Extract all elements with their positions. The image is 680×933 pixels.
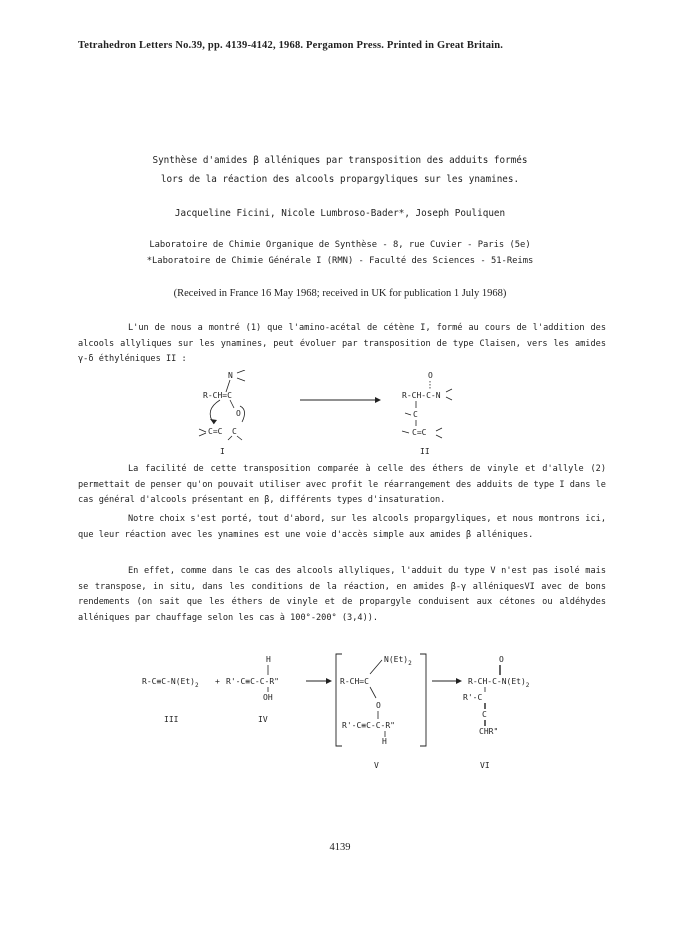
scheme2-IV-formula: R'-C≡C-C-R" bbox=[226, 677, 279, 686]
scheme2-label-V: V bbox=[374, 761, 379, 770]
authors: Jacqueline Ficini, Nicole Lumbroso-Bader*, Joseph Pouliquen bbox=[174, 208, 506, 219]
paper-title-line-2: lors de la réaction des alcools propargyliques sur les ynamines. bbox=[160, 174, 520, 185]
scheme2-label-VI: VI bbox=[480, 761, 490, 770]
affiliation-2: *Laboratoire de Chimie Générale I (RMN) - Faculté des Sciences - 51-Reims bbox=[146, 256, 534, 266]
scheme1-left-c: C bbox=[232, 427, 237, 436]
paragraph-3-text: Notre choix s'est porté, tout d'abord, sur les alcools propargyliques, et nous montrons ici, que leur réaction avec les ynamines est une voie d'accès simple aux amides β alléniques. bbox=[78, 514, 606, 540]
paragraph-2 bbox=[78, 462, 606, 509]
paper-title-line-1: Synthèse d'amides β alléniques par transposition des adduits formés bbox=[152, 155, 528, 166]
scheme2-VI-CHR: CHR" bbox=[479, 727, 499, 736]
scheme2-IV-OH: OH bbox=[263, 693, 273, 702]
scheme1-left-rch: R-CH=C bbox=[203, 391, 232, 400]
scheme2-VI-O: O bbox=[499, 655, 504, 664]
affiliation-1: Laboratoire de Chimie Organique de Synthèse - 8, rue Cuvier - Paris (5e) bbox=[149, 240, 531, 250]
scheme2-VI-main: $R-CH-C-N(Et)_2$ bbox=[468, 677, 530, 689]
paragraph-2-text: La facilité de cette transposition comparée à celle des éthers de vinyle et d'allyle (2) permettait de penser qu'on pouvait utiliser avec profit le réarrangement des adduits de type I dans le cas général d'alcools présentant en β, différents types d'insaturation. bbox=[78, 464, 606, 505]
scheme1-right-o: O bbox=[428, 371, 433, 380]
scheme2-VI-C: C bbox=[482, 710, 487, 719]
journal-header: Tetrahedron Letters No.39, pp. 4139-4142, 1968. Pergamon Press. Printed in Great Britain. bbox=[78, 40, 504, 51]
scheme2-V-main: R-CH=C bbox=[340, 677, 369, 686]
paragraph-4-text: En effet, comme dans le cas des alcools allyliques, l'adduit du type V n'est pas isolé mais se transpose, in situ, dans les conditions de la réaction, en amides β-γ alléniquesVI avec de bons rendements (on sait que les éthers de vinyle et de propargyle conduisent aux cétones ou aldéhydes alléniques par chauffage selon les cas à 100°-200° (3,4)). bbox=[78, 566, 606, 623]
scheme1-right-main: R-CH-C-N bbox=[402, 391, 441, 400]
scheme1-left-n: N bbox=[228, 371, 233, 380]
scheme2-V-N: $N(Et)_2$ bbox=[384, 655, 412, 667]
paragraph-1 bbox=[78, 321, 606, 368]
scheme2-VI-R: R'-C bbox=[463, 693, 483, 702]
scheme1-label-I: I bbox=[220, 447, 225, 456]
paragraph-1-text: L'un de nous a montré (1) que l'amino-acétal de cétène I, formé au cours de l'addition des alcools allyliques sur les ynamines, peut évoluer par transposition de type Claisen, vers les amides γ-δ éthyléniques II : bbox=[78, 323, 606, 364]
scheme2-III-formula: $R-C\equiv C-N(Et)_2$ bbox=[142, 677, 199, 689]
scheme1-label-II: II bbox=[420, 447, 430, 456]
scheme2-plus: + bbox=[215, 677, 220, 686]
scheme2-label-III: III bbox=[164, 715, 179, 724]
scheme-2-ynamine-reaction bbox=[120, 648, 560, 773]
scheme2-V-lower: R'-C≡C-C-R" bbox=[342, 721, 395, 730]
scheme2-label-IV: IV bbox=[258, 715, 268, 724]
scheme1-left-o: O bbox=[236, 409, 241, 418]
scheme2-IV-H: H bbox=[266, 655, 271, 664]
paragraph-3 bbox=[78, 512, 606, 543]
page-number: 4139 bbox=[329, 842, 351, 853]
scheme2-V-O: O bbox=[376, 701, 381, 710]
received-dates: (Received in France 16 May 1968; received in UK for publication 1 July 1968) bbox=[173, 288, 507, 299]
scheme1-right-cc: C=C bbox=[412, 428, 427, 437]
scheme1-right-c: C bbox=[413, 410, 418, 419]
scheme1-left-cc: C=C bbox=[208, 427, 223, 436]
paragraph-4 bbox=[78, 564, 606, 626]
scheme-1-claisen bbox=[190, 370, 490, 460]
scheme2-V-H: H bbox=[382, 737, 387, 746]
